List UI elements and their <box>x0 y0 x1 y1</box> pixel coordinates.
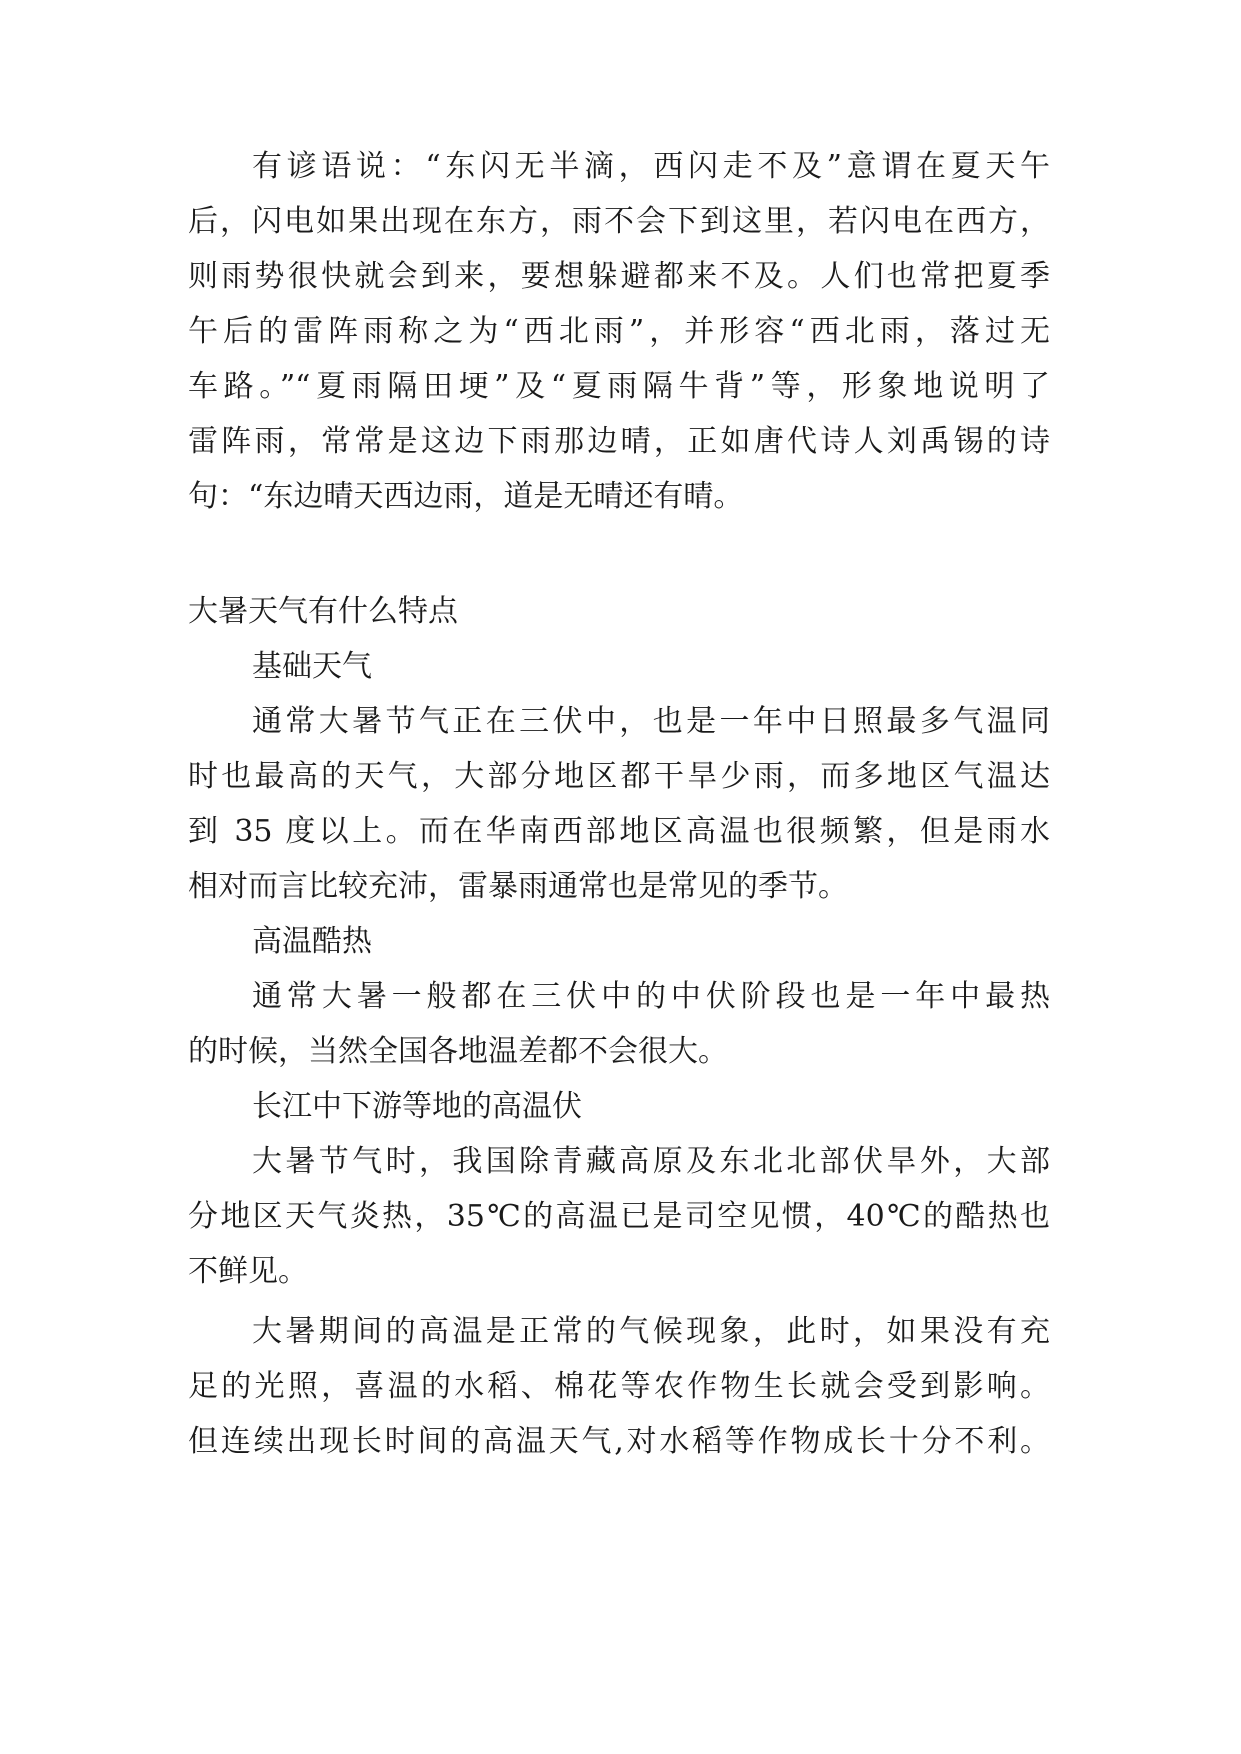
paragraph-line: 午后的雷阵雨称之为“西北雨”，并形容“西北雨，落过无 <box>188 314 1050 349</box>
paragraph-line: 则雨势很快就会到来，要想躲避都来不及。人们也常把夏季 <box>188 259 1050 294</box>
paragraph-line: 通常大暑节气正在三伏中，也是一年中日照最多气温同 <box>252 704 1050 739</box>
paragraph-line: 不鲜见。 <box>188 1254 308 1289</box>
paragraph-line: 后，闪电如果出现在东方，雨不会下到这里，若闪电在西方， <box>188 204 1050 239</box>
subheading: 高温酷热 <box>252 924 372 959</box>
paragraph-line: 相对而言比较充沛，雷暴雨通常也是常见的季节。 <box>188 869 848 904</box>
paragraph-line: 雷阵雨，常常是这边下雨那边晴，正如唐代诗人刘禹锡的诗 <box>188 424 1050 459</box>
paragraph-line: 时也最高的天气，大部分地区都干旱少雨，而多地区气温达 <box>188 759 1050 794</box>
section-title: 大暑天气有什么特点 <box>188 594 458 629</box>
paragraph-line: 分地区天气炎热，35℃的高温已是司空见惯，40℃的酷热也 <box>188 1199 1050 1234</box>
paragraph-line: 通常大暑一般都在三伏中的中伏阶段也是一年中最热 <box>252 979 1050 1014</box>
paragraph-line: 句：“东边晴天西边雨，道是无晴还有晴。 <box>188 479 744 514</box>
paragraph-line: 的时候，当然全国各地温差都不会很大。 <box>188 1034 728 1069</box>
subheading: 长江中下游等地的高温伏 <box>252 1089 582 1124</box>
paragraph-line: 大暑节气时，我国除青藏高原及东北北部伏旱外，大部 <box>252 1144 1050 1179</box>
paragraph-line: 但连续出现长时间的高温天气,对水稻等作物成长十分不利。 <box>188 1424 1050 1459</box>
paragraph-line: 大暑期间的高温是正常的气候现象，此时，如果没有充 <box>252 1314 1050 1349</box>
paragraph-line: 到 35 度以上。而在华南西部地区高温也很频繁，但是雨水 <box>188 814 1050 849</box>
subheading: 基础天气 <box>252 649 372 684</box>
paragraph-line: 车路。”“夏雨隔田埂”及“夏雨隔牛背”等，形象地说明了 <box>188 369 1050 404</box>
paragraph-line: 有谚语说：“东闪无半滴，西闪走不及”意谓在夏天午 <box>252 149 1050 184</box>
paragraph-line: 足的光照，喜温的水稻、棉花等农作物生长就会受到影响。 <box>188 1369 1050 1404</box>
